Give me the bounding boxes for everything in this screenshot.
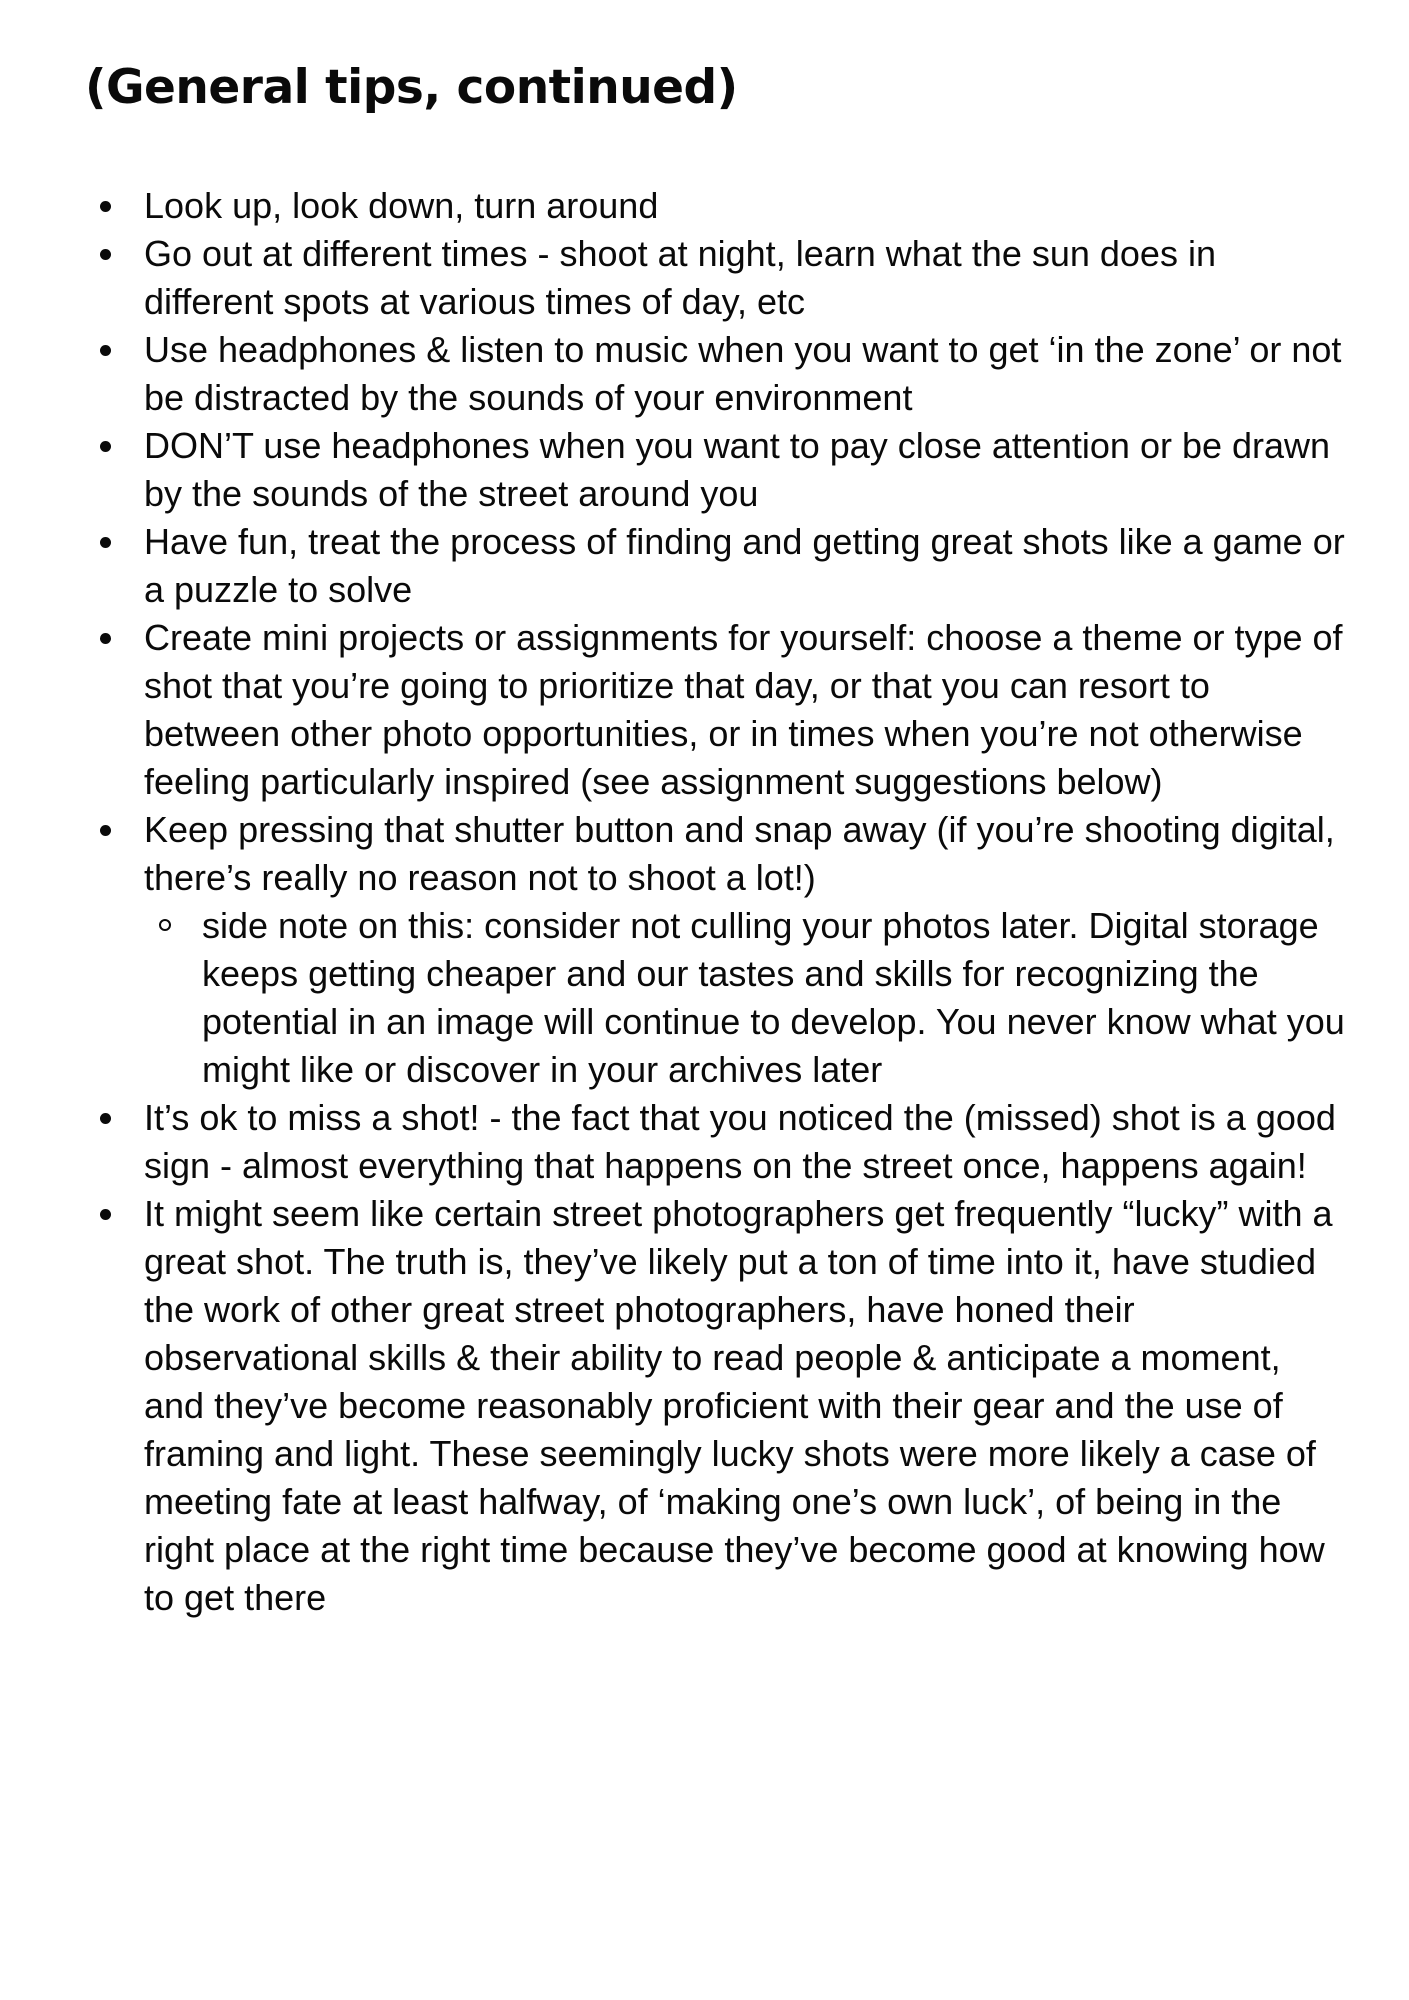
list-item	[85, 806, 1345, 1094]
list-item-text: DON’T use headphones when you want to pay close attention or be drawn by the sounds of the street around you	[144, 425, 1331, 514]
bullet-icon	[100, 633, 111, 644]
list-item	[85, 230, 1345, 326]
list-item-text: It’s ok to miss a shot! - the fact that you noticed the (missed) shot is a good sign - almost everything that happens on the street once, happens again!	[144, 1097, 1336, 1186]
tips-list	[85, 182, 1349, 1622]
list-item-text: Go out at different times - shoot at night, learn what the sun does in different spots at various times of day, etc	[144, 233, 1216, 322]
list-item	[85, 326, 1345, 422]
list-item	[85, 422, 1345, 518]
hollow-bullet-icon	[159, 919, 171, 931]
bullet-icon	[100, 1209, 111, 1220]
bullet-icon	[100, 441, 111, 452]
list-item-text: Look up, look down, turn around	[144, 185, 659, 226]
list-item	[85, 518, 1345, 614]
list-item	[85, 182, 1345, 230]
list-item-text: Have fun, treat the process of finding and getting great shots like a game or a puzzle to solve	[144, 521, 1345, 610]
bullet-icon	[100, 1113, 111, 1124]
sub-list-item	[144, 902, 1345, 1094]
bullet-icon	[100, 345, 111, 356]
list-item-text: Use headphones & listen to music when you want to get ‘in the zone’ or not be distracted by the sounds of your environment	[144, 329, 1342, 418]
sub-list	[144, 902, 1345, 1094]
bullet-icon	[100, 201, 111, 212]
list-item-text: Keep pressing that shutter button and snap away (if you’re shooting digital, there’s really no reason not to shoot a lot!)	[144, 809, 1335, 898]
list-item-text: Create mini projects or assignments for yourself: choose a theme or type of shot that you’re going to prioritize that day, or that you can resort to between other photo opportunities, or in times when you’re not otherwise feeling particularly inspired (see assignment suggestions below)	[144, 617, 1343, 802]
bullet-icon	[100, 537, 111, 548]
list-item	[85, 1094, 1345, 1190]
bullet-icon	[100, 825, 111, 836]
bullet-icon	[100, 249, 111, 260]
list-item	[85, 1190, 1345, 1622]
list-item	[85, 614, 1345, 806]
page-title: (General tips, continued)	[85, 60, 738, 115]
sub-list-item-text: side note on this: consider not culling your photos later. Digital storage keeps getting cheaper and our tastes and skills for recognizing the potential in an image will continue to develop. You never know what you might like or discover in your archives later	[202, 905, 1345, 1090]
list-item-text: It might seem like certain street photographers get frequently “lucky” with a great shot. The truth is, they’ve likely put a ton of time into it, have studied the work of other great street photographers, have honed their observational skills & their ability to read people & anticipate a moment, and they’ve become reasonably proficient with their gear and the use of framing and light. These seemingly lucky shots were more likely a case of meeting fate at least halfway, of ‘making one’s own luck’, of being in the right place at the right time because they’ve become good at knowing how to get there	[144, 1193, 1333, 1618]
